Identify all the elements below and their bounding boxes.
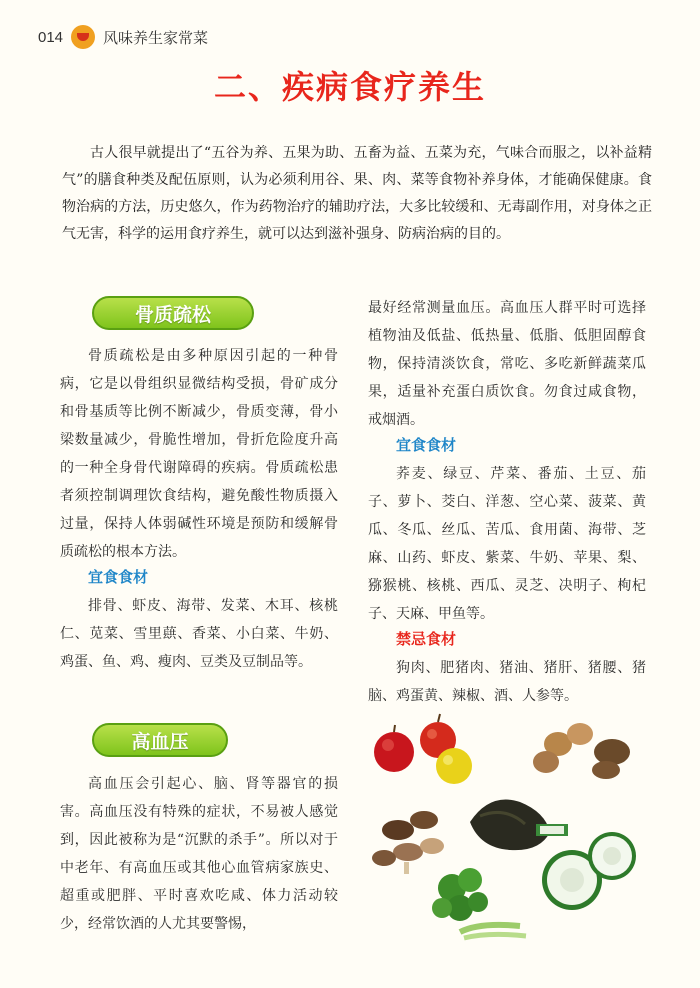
book-title: 风味养生家常菜 bbox=[103, 28, 209, 47]
walnuts-image bbox=[533, 723, 630, 779]
hypertension-suitable-heading: 宜食食材 bbox=[396, 436, 457, 454]
hypertension-body-left: 高血压会引起心、脑、肾等器官的损害。高血压没有特殊的症状，不易被人感觉到，因此被称为是“沉默的杀手”。所以对于中老年、有高血压或其他心血管病家族史、超重或肥胖、平时喜欢吃咸、体力活动较少，经常饮酒的人尤其要警惕， bbox=[60, 776, 338, 932]
celery-image bbox=[432, 868, 526, 938]
osteoporosis-body: 骨质疏松是由多种原因引起的一种骨病，它是以骨组织显微结构受损，骨矿成分和骨基质等比例不断减少，骨质变薄，骨小梁数量减少，骨脆性增加，骨折危险度升高的一种全身骨代谢障碍的疾病。骨质疏松患者须控制调理饮食结构，避免酸性物质摄入过量，保持人体弱碱性环境是预防和缓解骨质疏松的根本方法。 bbox=[60, 348, 338, 560]
seaweed-image bbox=[470, 800, 568, 851]
healthy-foods-illustration bbox=[360, 712, 650, 952]
hypertension-suitable-foods: 荞麦、绿豆、芹菜、番茄、土豆、茄子、萝卜、茭白、洋葱、空心菜、菠菜、黄瓜、冬瓜、丝瓜、苦瓜、食用菌、海带、芝麻、山药、虾皮、紫菜、牛奶、苹果、梨、猕猴桃、核桃、西瓜、灵芝、决明子、枸杞子、天麻、甲鱼等。 bbox=[368, 466, 646, 622]
apples-image bbox=[374, 714, 472, 784]
section-title-hypertension: 高血压 bbox=[92, 723, 228, 757]
section-title-osteoporosis: 骨质疏松 bbox=[92, 296, 254, 330]
page-header bbox=[38, 22, 208, 52]
page-title: 二、疾病食疗养生 bbox=[213, 68, 486, 106]
hypertension-avoid-heading: 禁忌食材 bbox=[396, 630, 457, 648]
intro-paragraph: 古人很早就提出了“五谷为养、五果为助、五畜为益、五菜为充，气味合而服之，以补益精气”的膳食种类及配伍原则，认为必须利用谷、果、肉、菜等食物补养身体，才能确保健康。食物治病的方法，历史悠久，作为药物治疗的辅助疗法，大多比较缓和、无毒副作用，对身体之正气无害，科学的运用食疗养生，就可以达到滋补强身、防病治病的目的。 bbox=[62, 145, 652, 242]
osteoporosis-suitable-heading: 宜食食材 bbox=[88, 568, 149, 586]
hypertension-body-right: 最好经常测量血压。高血压人群平时可选择植物油及低盐、低热量、低脂、低胆固醇食物，保持清淡饮食，常吃、多吃新鲜蔬菜瓜果，适量补充蛋白质饮食。勿食过咸食物，戒烟酒。 bbox=[368, 300, 646, 428]
mushrooms-image bbox=[372, 811, 444, 874]
hypertension-avoid-foods: 狗肉、肥猪肉、猪油、猪肝、猪腰、猪脑、鸡蛋黄、辣椒、酒、人参等。 bbox=[368, 660, 646, 704]
osteoporosis-suitable-foods: 排骨、虾皮、海带、发菜、木耳、核桃仁、苋菜、雪里蕻、香菜、小白菜、牛奶、鸡蛋、鱼、鸡、瘦肉、豆类及豆制品等。 bbox=[60, 598, 338, 670]
book-logo-icon bbox=[71, 25, 95, 49]
page-number: 014 bbox=[38, 28, 64, 46]
winter-melon-image bbox=[542, 832, 636, 910]
